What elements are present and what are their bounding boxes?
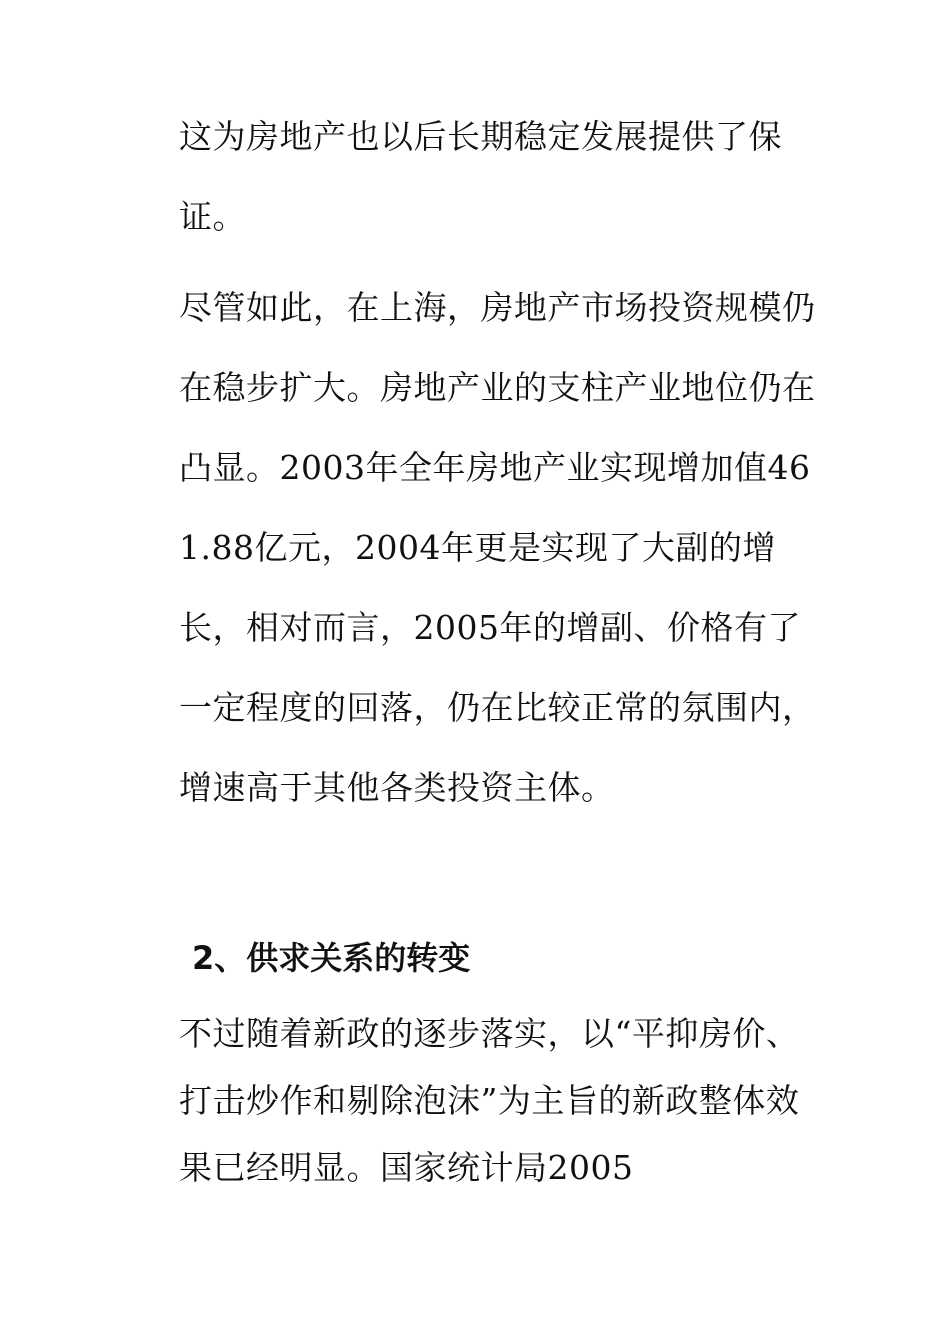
section-heading: 2、供求关系的转变	[192, 939, 471, 977]
paragraph-investment-scale: 尽管如此，在上海，房地产市场投资规模仍在稳步扩大。房地产业的支柱产业地位仍在凸显。2003年全年房地产业实现增加值461.88亿元，2004年更是实现了大副的增长，相对而言，2005年的增副、价格有了一定程度的回落，仍在比较正常的氛围内，增速高于其他各类投资主体。	[179, 288, 816, 807]
paragraph-continuation: 这为房地产也以后长期稳定发展提供了保证。	[179, 117, 782, 236]
paragraph-new-policy: 不过随着新政的逐步落实，以“平抑房价、打击炒作和剔除泡沫”为主旨的新政整体效果已经明显。国家统计局2005	[179, 1014, 800, 1187]
